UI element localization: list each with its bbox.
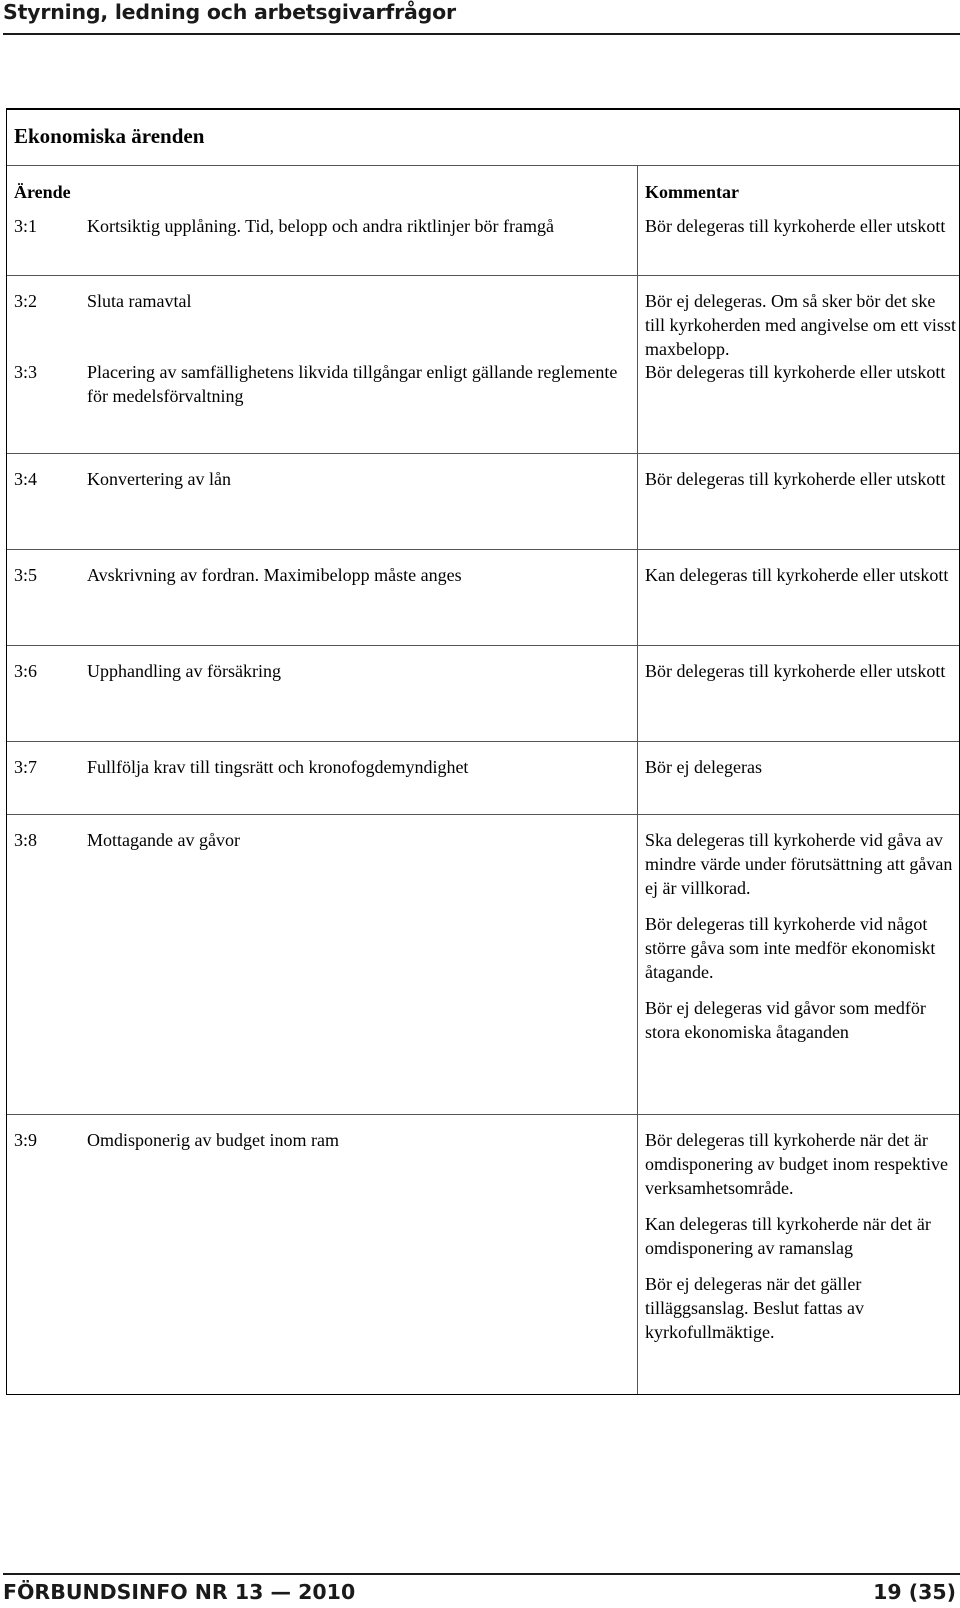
comment-paragraph: Kan delegeras till kyrkoherde när det är omdisponering av ramanslag	[645, 1214, 931, 1258]
row-comment	[645, 214, 957, 238]
page-header-title: Styrning, ledning och arbetsgivarfrågor	[3, 0, 456, 24]
row-text: Avskrivning av fordran. Maximibelopp måste anges	[87, 565, 462, 585]
table-row	[7, 1115, 959, 1395]
row-text: Placering av samfällighetens likvida tillgångar enligt gällande reglemente för medelsförvaltning	[87, 362, 618, 406]
comment-paragraph: Bör delegeras till kyrkoherde eller utskott	[645, 661, 946, 681]
row-comment	[645, 1128, 957, 1344]
row-comment	[645, 467, 957, 491]
table-row	[7, 454, 959, 550]
column-header-arende: Ärende	[14, 182, 71, 202]
comment-paragraph: Bör delegeras till kyrkoherde eller utskott	[645, 216, 946, 236]
row-number: 3:5	[14, 565, 38, 585]
comment-paragraph: Bör ej delegeras när det gäller tilläggsanslag. Beslut fattas av kyrkofullmäktige.	[645, 1274, 864, 1342]
column-divider	[637, 347, 638, 453]
row-number: 3:1	[14, 216, 38, 236]
table-row	[7, 276, 959, 359]
table-row	[7, 550, 959, 646]
comment-paragraph: Bör ej delegeras. Om så sker bör det ske till kyrkoherden med angivelse om ett visst maxbelopp.	[645, 291, 956, 359]
table-row	[7, 347, 959, 454]
table-row	[7, 742, 959, 815]
column-divider	[637, 276, 638, 347]
row-number: 3:4	[14, 469, 38, 489]
comment-paragraph: Bör ej delegeras vid gåvor som medför stora ekonomiska åtaganden	[645, 998, 926, 1042]
comment-paragraph: Ska delegeras till kyrkoherde vid gåva av mindre värde under förutsättning att gåvan ej är villkorad.	[645, 830, 953, 898]
column-divider	[637, 166, 638, 275]
column-header-kommentar: Kommentar	[645, 182, 739, 202]
section-title: Ekonomiska ärenden	[7, 110, 959, 166]
comment-paragraph: Bör delegeras till kyrkoherde vid något större gåva som inte medför ekonomiskt åtagande.	[645, 914, 936, 982]
table-row	[7, 646, 959, 742]
row-comment	[645, 360, 957, 384]
comment-paragraph: Bör ej delegeras	[645, 757, 762, 777]
delegation-table	[6, 108, 960, 1395]
column-divider	[637, 550, 638, 645]
row-text: Upphandling av försäkring	[87, 661, 281, 681]
row-number: 3:6	[14, 661, 38, 681]
column-divider	[637, 742, 638, 814]
row-number: 3:3	[14, 362, 38, 382]
comment-paragraph: Kan delegeras till kyrkoherde eller utskott	[645, 565, 949, 585]
column-divider	[637, 646, 638, 741]
footer-divider	[3, 1573, 960, 1575]
footer-page-number: 19 (35)	[873, 1580, 956, 1604]
comment-paragraph: Bör delegeras till kyrkoherde eller utskott	[645, 469, 946, 489]
comment-paragraph: Bör delegeras till kyrkoherde eller utskott	[645, 362, 946, 382]
header-divider	[3, 33, 960, 35]
row-number: 3:8	[14, 830, 38, 850]
row-number: 3:2	[14, 291, 38, 311]
comment-paragraph: Bör delegeras till kyrkoherde när det är omdisponering av budget inom respektive verksamhetsområde.	[645, 1130, 948, 1198]
row-comment	[645, 563, 957, 587]
column-divider	[637, 815, 638, 1114]
row-text: Fullfölja krav till tingsrätt och kronofogdemyndighet	[87, 757, 469, 777]
column-divider	[637, 1115, 638, 1394]
table-row	[7, 815, 959, 1115]
row-text: Omdisponerig av budget inom ram	[87, 1130, 339, 1150]
row-text: Sluta ramavtal	[87, 291, 192, 311]
row-number: 3:9	[14, 1130, 38, 1150]
row-comment	[645, 828, 957, 1044]
row-comment	[645, 659, 957, 683]
row-comment	[645, 755, 957, 779]
row-text: Konvertering av lån	[87, 469, 231, 489]
footer-publication: FÖRBUNDSINFO NR 13 — 2010	[3, 1580, 356, 1604]
table-row	[7, 166, 959, 276]
row-number: 3:7	[14, 757, 38, 777]
row-text: Kortsiktig upplåning. Tid, belopp och andra riktlinjer bör framgå	[87, 216, 554, 236]
row-text: Mottagande av gåvor	[87, 830, 240, 850]
column-divider	[637, 454, 638, 549]
